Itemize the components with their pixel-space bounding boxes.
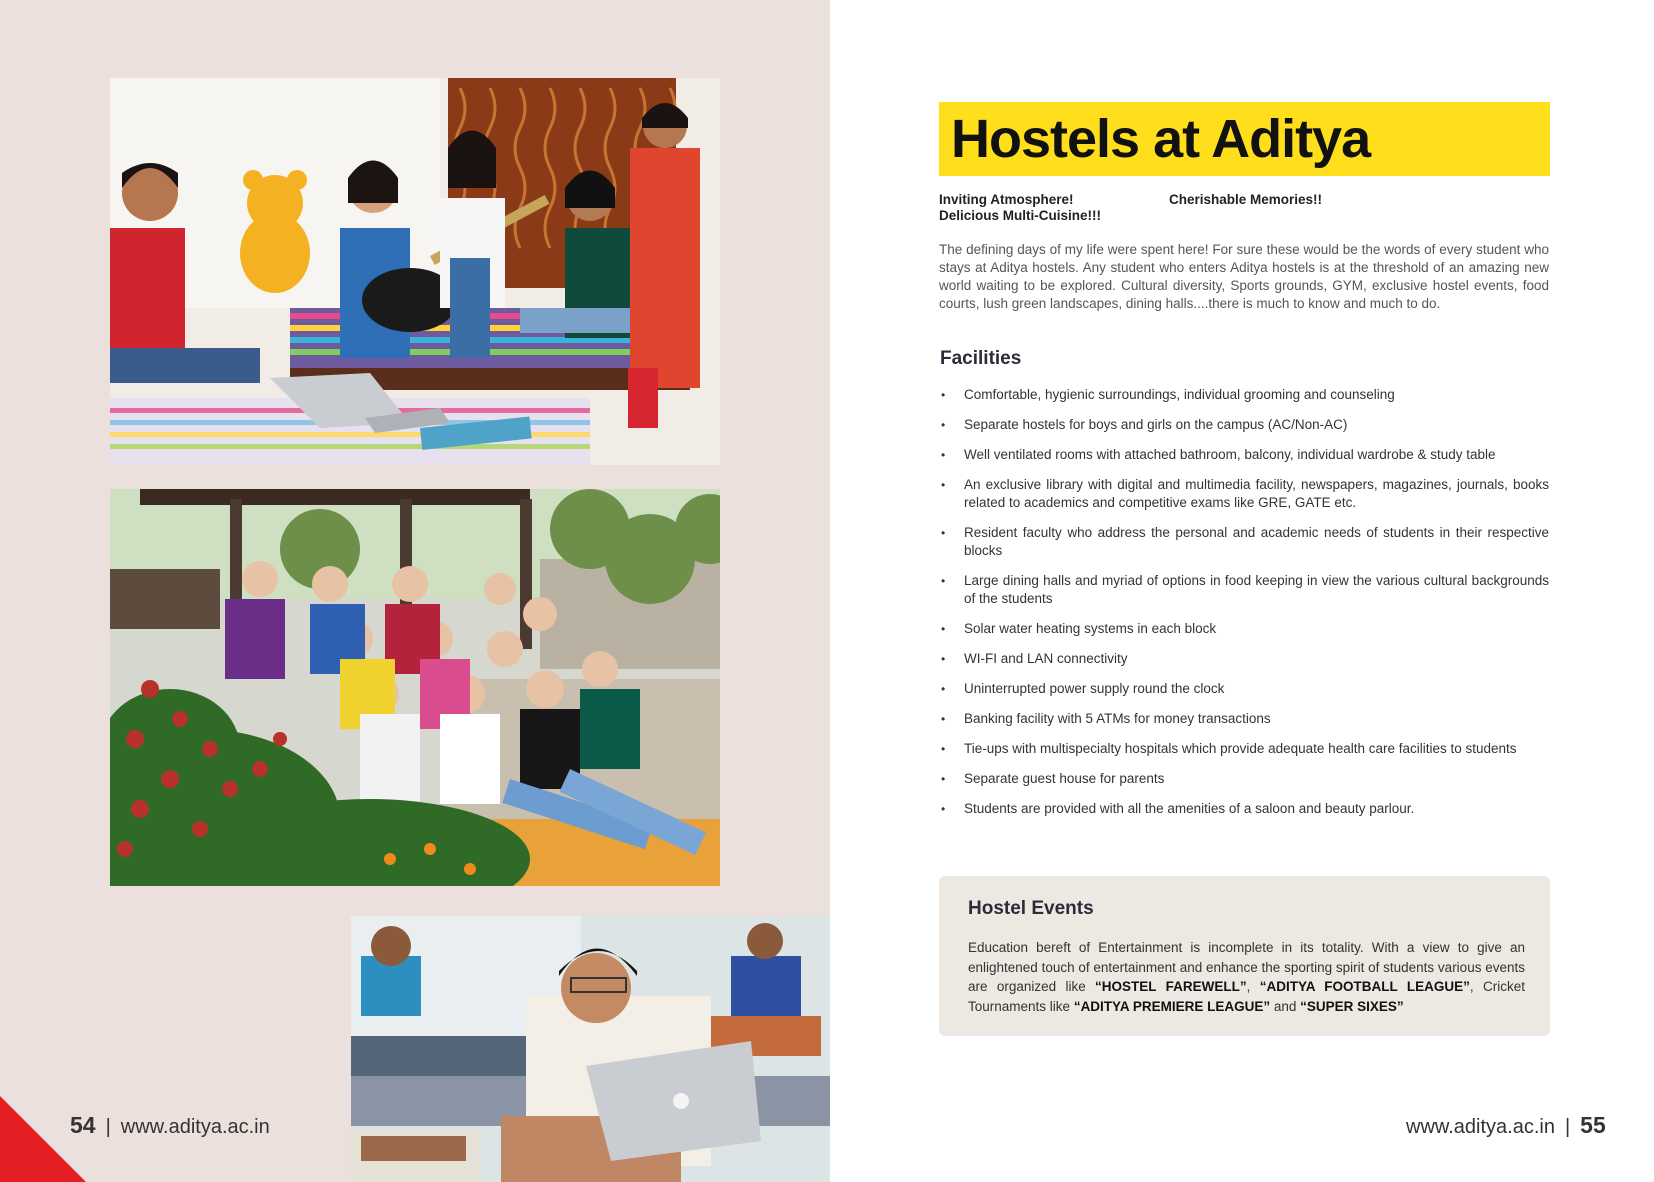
facility-text: Resident faculty who address the personal and academic needs of students in their respective blocks: [964, 525, 1549, 558]
bullet: •: [941, 574, 946, 588]
bullet: •: [941, 526, 946, 540]
footer-separator: |: [105, 1116, 111, 1138]
hostel-events-box: [939, 876, 1550, 1036]
page-number: 54: [70, 1112, 96, 1138]
bullet: •: [941, 478, 946, 492]
list-item: [939, 800, 1549, 818]
website-link[interactable]: www.aditya.ac.in: [120, 1116, 270, 1138]
event-name: “HOSTEL FAREWELL”: [1095, 979, 1247, 994]
facility-text: Comfortable, hygienic surroundings, individual grooming and counseling: [964, 387, 1395, 402]
facility-text: Banking facility with 5 ATMs for money transactions: [964, 711, 1271, 726]
facility-text: Uninterrupted power supply round the clock: [964, 681, 1225, 696]
tagline-right: [1169, 192, 1322, 208]
website-link[interactable]: www.aditya.ac.in: [1406, 1116, 1555, 1138]
bullet: •: [941, 418, 946, 432]
bullet: •: [941, 712, 946, 726]
left-footer: [70, 1112, 270, 1139]
hostel-room-photo: [110, 78, 720, 465]
page-number: 55: [1580, 1112, 1606, 1138]
events-text: ,: [1246, 979, 1260, 994]
tagline-left: [939, 192, 1101, 224]
facility-text: Separate guest house for parents: [964, 771, 1165, 786]
bullet: •: [941, 448, 946, 462]
title-banner: [939, 102, 1550, 176]
facility-text: Separate hostels for boys and girls on the campus (AC/Non-AC): [964, 417, 1348, 432]
facilities-heading: Facilities: [940, 348, 1022, 369]
facility-text: Students are provided with all the amenities of a saloon and beauty parlour.: [964, 801, 1415, 816]
tagline-2: Delicious Multi-Cuisine!!!: [939, 208, 1101, 223]
bullet: •: [941, 742, 946, 756]
bullet: •: [941, 772, 946, 786]
bullet: •: [941, 622, 946, 636]
garden-group-photo: [110, 489, 720, 886]
event-name: “ADITYA FOOTBALL LEAGUE”: [1259, 979, 1470, 994]
list-item: [939, 740, 1549, 758]
bullet: •: [941, 682, 946, 696]
right-footer: [1406, 1112, 1606, 1139]
list-item: [939, 572, 1549, 608]
facility-text: Large dining halls and myriad of options in food keeping in view the various cultural backgrounds of the students: [964, 573, 1549, 606]
list-item: [939, 770, 1549, 788]
bullet: •: [941, 802, 946, 816]
list-item: [939, 680, 1549, 698]
list-item: [939, 446, 1549, 464]
facility-text: Solar water heating systems in each block: [964, 621, 1217, 636]
list-item: [939, 620, 1549, 638]
list-item: [939, 710, 1549, 728]
boy-laptop-photo: [351, 916, 830, 1182]
events-text: , Cricket Tournaments like: [968, 979, 1525, 1014]
facility-text: WI-FI and LAN connectivity: [964, 651, 1128, 666]
list-item: [939, 386, 1549, 404]
facilities-list: [939, 386, 1549, 830]
facility-text: Well ventilated rooms with attached bathroom, balcony, individual wardrobe & study table: [964, 447, 1496, 462]
list-item: [939, 476, 1549, 512]
facility-text: Tie-ups with multispecialty hospitals which provide adequate health care facilities to students: [964, 741, 1517, 756]
event-name: “SUPER SIXES”: [1300, 998, 1404, 1014]
intro-paragraph: The defining days of my life were spent here! For sure these would be the words of every student who stays at Aditya hostels. Any student who enters Aditya hostels is at the threshold of an amazing new world waiting to be explored. Cultural diversity, Sports grounds, GYM, exclusive hostel events, food courts, lush green landscapes, dining halls....there is much to know and much to do.: [939, 242, 1549, 311]
bullet: •: [941, 388, 946, 402]
events-paragraph: [968, 938, 1525, 1016]
list-item: [939, 416, 1549, 434]
events-text: Education bereft of Entertainment is incomplete in its totality. With a view to give an enlightened touch of entertainment and enhance the sporting spirit of students various events are organized like: [968, 940, 1525, 994]
page-title: Hostels at Aditya: [951, 109, 1371, 169]
facility-text: An exclusive library with digital and multimedia facility, newspapers, magazines, journals, books related to academics and competitive exams like GRE, GATE etc.: [964, 477, 1549, 510]
list-item: [939, 650, 1549, 668]
footer-separator: |: [1564, 1116, 1571, 1138]
tagline-3: Cherishable Memories!!: [1169, 192, 1323, 207]
bullet: •: [941, 652, 946, 666]
events-heading: Hostel Events: [968, 898, 1094, 919]
event-name: “ADITYA PREMIERE LEAGUE”: [1073, 998, 1271, 1014]
corner-accent: [0, 1096, 86, 1182]
events-text: and: [1270, 998, 1301, 1014]
list-item: [939, 524, 1549, 560]
tagline-1: Inviting Atmosphere!: [939, 192, 1074, 207]
